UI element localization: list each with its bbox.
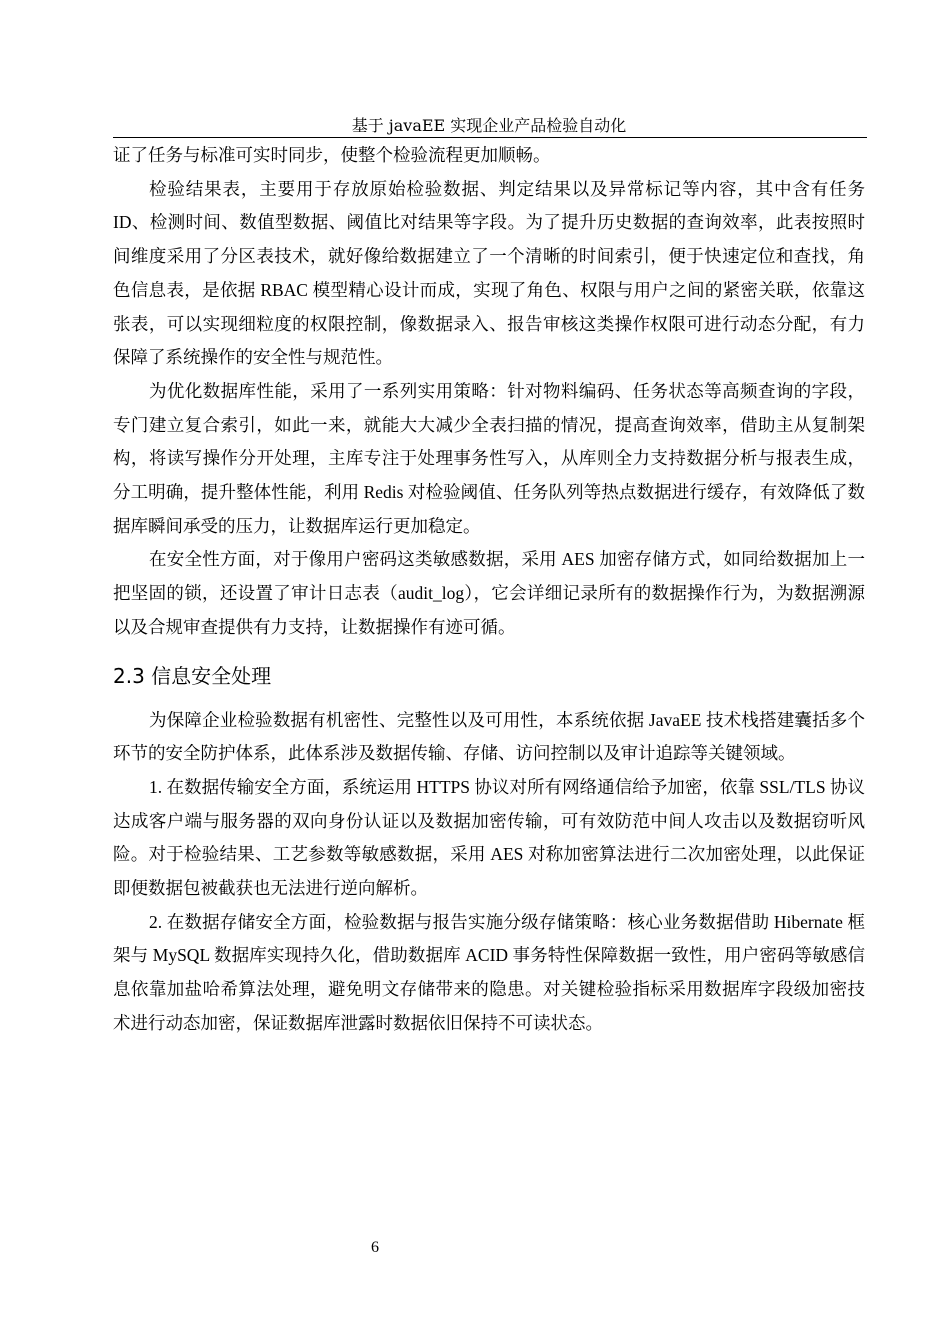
- paragraph-db-performance: 为优化数据库性能，采用了一系列实用策略：针对物料编码、任务状态等高频查询的字段，专门建立复合索引，如此一来，就能大大减少全表扫描的情况，提高查询效率，借助主从复制架构，将读写操作分开处理，主库专注于处理事务性写入，从库则全力支持数据分析与报表生成，分工明确，提升整体性能，利用 Redis 对检验阈值、任务队列等热点数据进行缓存，有效降低了数据库瞬间承受的压力，让数据库运行更加稳定。: [113, 380, 865, 536]
- header-rule: [113, 137, 867, 138]
- paragraph-storage-security: 2. 在数据存储安全方面，检验数据与报告实施分级存储策略：核心业务数据借助 Hibernate 框架与 MySQL 数据库实现持久化，借助数据库 ACID 事务特性保障数据一致性，用户密码等敏感信息依靠加盐哈希算法处理，避免明文存储带来的隐患。对关键检验指标采用数据库字段级加密技术进行动态加密，保证数据库泄露时数据依旧保持不可读状态。: [113, 911, 865, 1033]
- page-number: 6: [371, 1239, 379, 1256]
- paragraph-security-intro: 为保障企业检验数据有机密性、完整性以及可用性，本系统依据 JavaEE 技术栈搭建囊括多个环节的安全防护体系，此体系涉及数据传输、存储、访问控制以及审计追踪等关键领域。: [113, 709, 865, 764]
- body-text: [113, 139, 865, 1041]
- paragraph-transport-security: 1. 在数据传输安全方面，系统运用 HTTPS 协议对所有网络通信给予加密，依靠 SSL/TLS 协议达成客户端与服务器的双向身份认证以及数据加密传输，可有效防范中间人攻击以及数据窃听风险。对于检验结果、工艺参数等敏感数据，采用 AES 对称加密算法进行二次加密处理，以此保证即便数据包被截获也无法进行逆向解析。: [113, 776, 866, 899]
- paragraph-continuation: 证了任务与标准可实时同步，使整个检验流程更加顺畅。: [113, 145, 551, 165]
- paragraph-db-security: 在安全性方面，对于像用户密码这类敏感数据，采用 AES 加密存储方式，如同给数据加上一把坚固的锁，还设置了审计日志表（audit_log），它会详细记录所有的数据操作行为，为数据溯源以及合规审查提供有力支持，让数据操作有迹可循。: [113, 549, 865, 637]
- paragraph-results-table: 检验结果表，主要用于存放原始检验数据、判定结果以及异常标记等内容，其中含有任务 ID、检测时间、数值型数据、阈值比对结果等字段。为了提升历史数据的查询效率，此表按照时间维度采用了分区表技术，就好像给数据建立了一个清晰的时间索引，便于快速定位和查找，角色信息表，是依据 RBAC 模型精心设计而成，实现了角色、权限与用户之间的紧密关联，依靠这张表，可以实现细粒度的权限控制，像数据录入、报告审核这类操作权限可进行动态分配，有力保障了系统操作的安全性与规范性。: [113, 178, 865, 368]
- section-heading: 2.3 信息安全处理: [113, 663, 272, 688]
- running-header: 基于 javaEE 实现企业产品检验自动化: [351, 116, 627, 135]
